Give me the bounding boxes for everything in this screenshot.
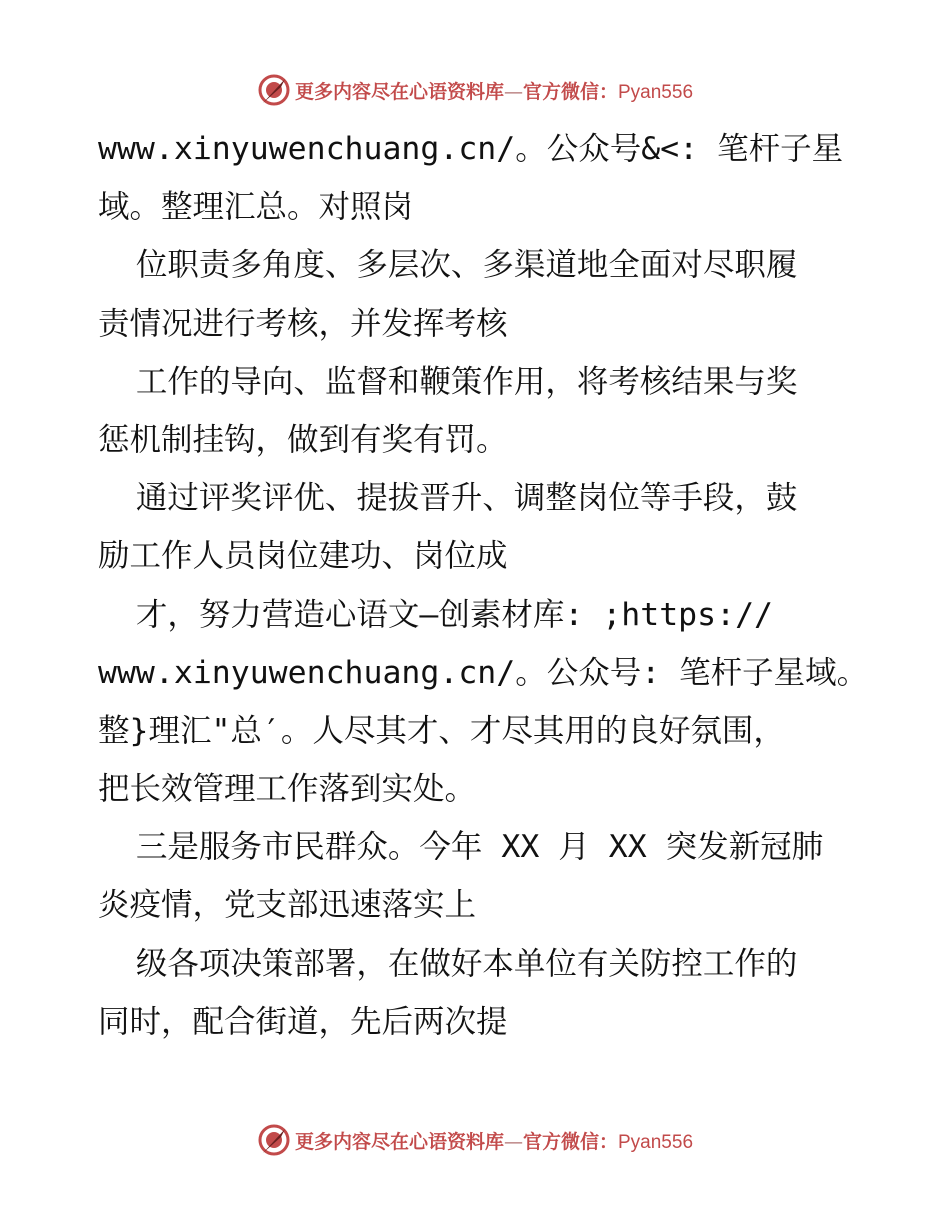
- body-line-15: 级各项决策部署，在做好本单位有关防控工作的: [98, 945, 798, 982]
- header-wechat-id: Pyan556: [618, 81, 694, 103]
- quill-seal-icon: [257, 73, 291, 107]
- body-line-4: 责情况进行考核，并发挥考核: [98, 305, 508, 342]
- footer-banner-title: 更多内容尽在心语资料库: [294, 1130, 504, 1153]
- body-line-1: www.xinyuwenchuang.cn/。公众号&<: 笔杆子星: [98, 131, 844, 167]
- body-line-13: 三是服务市民群众。今年 XX 月 XX 突发新冠肺: [98, 829, 824, 866]
- header-wechat-label: 官方微信：: [522, 80, 618, 103]
- body-line-6: 惩机制挂钩，做到有奖有罚。: [98, 421, 508, 458]
- body-line-5: 工作的导向、监督和鞭策作用，将考核结果与奖: [98, 363, 798, 400]
- body-line-14: 炎疫情，党支部迅速落实上: [98, 887, 477, 924]
- footer-banner-text: [295, 1127, 693, 1154]
- document-body: [98, 120, 869, 1051]
- footer-wechat-label: 官方微信：: [522, 1130, 618, 1153]
- header-banner-title: 更多内容尽在心语资料库: [294, 80, 504, 103]
- body-line-3: 位职责多角度、多层次、多渠道地全面对尽职履: [98, 247, 798, 284]
- footer-banner-inner: [257, 1123, 693, 1157]
- quill-seal-icon: [257, 1123, 291, 1157]
- body-line-10: www.xinyuwenchuang.cn/。公众号: 笔杆子星域。: [98, 654, 869, 691]
- footer-wechat-id: Pyan556: [618, 1131, 694, 1153]
- body-line-2: 域。整理汇总。对照岗: [98, 189, 414, 226]
- body-line-7: 通过评奖评优、提拔晋升、调整岗位等手段，鼓: [98, 480, 798, 517]
- body-line-12: 把长效管理工作落到实处。: [98, 771, 477, 808]
- footer-banner-dash: —: [503, 1130, 523, 1153]
- body-line-8: 励工作人员岗位建功、岗位成: [98, 538, 508, 575]
- header-banner-text: [295, 77, 693, 104]
- body-line-9: 才，努力营造心语文—创素材库: ;https://: [98, 596, 774, 633]
- footer-banner: [0, 1120, 950, 1160]
- body-line-11: 整}理汇"总′。人尽其才、才尽其用的良好氛围，: [98, 712, 785, 749]
- header-banner-inner: [257, 73, 693, 107]
- header-banner-dash: —: [503, 80, 523, 103]
- body-line-16: 同时，配合街道，先后两次提: [98, 1003, 508, 1040]
- header-banner: [0, 70, 950, 110]
